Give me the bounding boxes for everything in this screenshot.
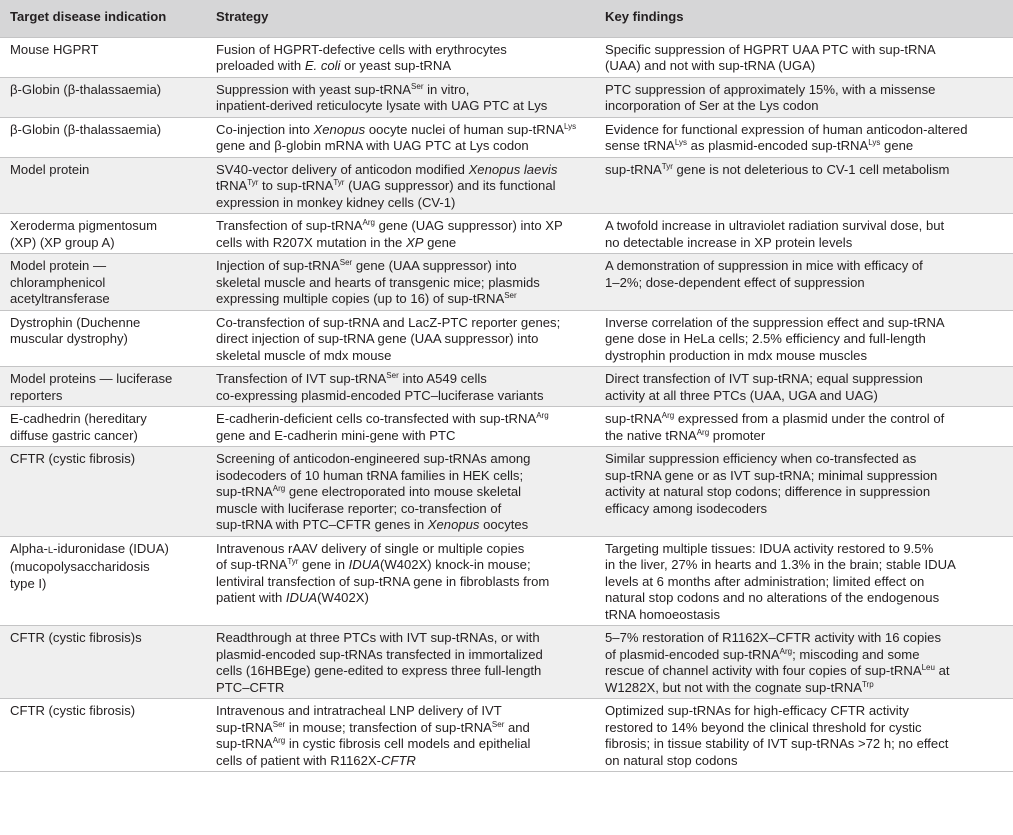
table-row bbox=[0, 367, 1013, 407]
header-row bbox=[0, 0, 1013, 37]
cell-findings: Inverse correlation of the suppression effect and sup-tRNA gene dose in HeLa cells; 2.5% efficiency and full-length dystrophin production in mdx mouse muscles bbox=[595, 310, 1013, 367]
cell-strategy: Intravenous rAAV delivery of single or multiple copies of sup-tRNA$^{Tyr}$ gene in IDUA(W402X) knock-in mouse; lentiviral transfection of sup-tRNA gene in fibroblasts from patient with IDUA(W402X) bbox=[206, 536, 595, 626]
cell-indication: Model protein bbox=[0, 157, 206, 214]
cell-indication: Model proteins — luciferase reporters bbox=[0, 367, 206, 407]
cell-findings: Evidence for functional expression of human anticodon-altered sense tRNA$^{Lys}$ as plasmid-encoded sup-tRNA$^{Lys}$ gene bbox=[595, 117, 1013, 157]
cell-findings: Similar suppression efficiency when co-transfected as sup-tRNA gene or as IVT sup-tRNA; minimal suppression activity at natural stop codons; difference in suppression efficacy among isodecoders bbox=[595, 447, 1013, 537]
cell-indication: Alpha-L-iduronidase (IDUA) (mucopolysaccharidosis type I) bbox=[0, 536, 206, 626]
cell-indication: E-cadhedrin (hereditary diffuse gastric cancer) bbox=[0, 407, 206, 447]
table-row bbox=[0, 37, 1013, 77]
cell-strategy: Transfection of sup-tRNA$^{Arg}$ gene (UAG suppressor) into XP cells with R207X mutation in the XP gene bbox=[206, 214, 595, 254]
table-row bbox=[0, 626, 1013, 699]
cell-indication: Xeroderma pigmentosum (XP) (XP group A) bbox=[0, 214, 206, 254]
cell-indication: CFTR (cystic fibrosis)s bbox=[0, 626, 206, 699]
cell-indication: β-Globin (β-thalassaemia) bbox=[0, 77, 206, 117]
cell-strategy: Suppression with yeast sup-tRNA$^{Ser}$ in vitro, inpatient-derived reticulocyte lysate with UAG PTC at Lys bbox=[206, 77, 595, 117]
cell-findings: PTC suppression of approximately 15%, with a missense incorporation of Ser at the Lys codon bbox=[595, 77, 1013, 117]
cell-indication: β-Globin (β-thalassaemia) bbox=[0, 117, 206, 157]
cell-strategy: Intravenous and intratracheal LNP delivery of IVT sup-tRNA$^{Ser}$ in mouse; transfection of sup-tRNA$^{Ser}$ and sup-tRNA$^{Arg}$ in cystic fibrosis cell models and epithelial cells of patient with R1162X-CFTR bbox=[206, 699, 595, 772]
cell-indication: CFTR (cystic fibrosis) bbox=[0, 699, 206, 772]
cell-findings: sup-tRNA$^{Arg}$ expressed from a plasmid under the control of the native tRNA$^{Arg}$ promoter bbox=[595, 407, 1013, 447]
cell-findings: sup-tRNA$^{Tyr}$ gene is not deleterious to CV-1 cell metabolism bbox=[595, 157, 1013, 214]
cell-strategy: Transfection of IVT sup-tRNA$^{Ser}$ into A549 cells co-expressing plasmid-encoded PTC–luciferase variants bbox=[206, 367, 595, 407]
table-row bbox=[0, 447, 1013, 537]
cell-findings: A demonstration of suppression in mice with efficacy of 1–2%; dose-dependent effect of suppression bbox=[595, 254, 1013, 311]
table-row bbox=[0, 254, 1013, 311]
cell-strategy: Readthrough at three PTCs with IVT sup-tRNAs, or with plasmid-encoded sup-tRNAs transfected in immortalized cells (16HBEge) gene-edited to express three full-length PTC–CFTR bbox=[206, 626, 595, 699]
cell-findings: Direct transfection of IVT sup-tRNA; equal suppression activity at all three PTCs (UAA, UGA and UAG) bbox=[595, 367, 1013, 407]
cell-strategy: Co-transfection of sup-tRNA and LacZ-PTC reporter genes; direct injection of sup-tRNA gene (UAA suppressor) into skeletal muscle of mdx mouse bbox=[206, 310, 595, 367]
cell-indication: CFTR (cystic fibrosis) bbox=[0, 447, 206, 537]
cell-findings: Specific suppression of HGPRT UAA PTC with sup-tRNA (UAA) and not with sup-tRNA (UGA) bbox=[595, 37, 1013, 77]
table-row bbox=[0, 214, 1013, 254]
table-row bbox=[0, 536, 1013, 626]
table-row bbox=[0, 699, 1013, 772]
cell-indication: Model protein — chloramphenicol acetyltransferase bbox=[0, 254, 206, 311]
header-findings: Key findings bbox=[595, 0, 1013, 37]
cell-strategy: E-cadherin-deficient cells co-transfected with sup-tRNA$^{Arg}$ gene and E-cadherin mini-gene with PTC bbox=[206, 407, 595, 447]
cell-indication: Dystrophin (Duchenne muscular dystrophy) bbox=[0, 310, 206, 367]
table-row bbox=[0, 407, 1013, 447]
table-body bbox=[0, 37, 1013, 772]
cell-strategy: Injection of sup-tRNA$^{Ser}$ gene (UAA suppressor) into skeletal muscle and hearts of transgenic mice; plasmids expressing multiple copies (up to 16) of sup-tRNA$^{Ser}$ bbox=[206, 254, 595, 311]
cell-strategy: Fusion of HGPRT-defective cells with erythrocytes preloaded with E. coli or yeast sup-tRNA bbox=[206, 37, 595, 77]
cell-indication: Mouse HGPRT bbox=[0, 37, 206, 77]
table-row bbox=[0, 310, 1013, 367]
cell-findings: Targeting multiple tissues: IDUA activity restored to 9.5% in the liver, 27% in hearts and 1.3% in the brain; stable IDUA levels at 6 months after administration; limited effect on natural stop codons and no alterations of the endogenous tRNA homoeostasis bbox=[595, 536, 1013, 626]
header-strategy: Strategy bbox=[206, 0, 595, 37]
cell-strategy: SV40-vector delivery of anticodon modified Xenopus laevis tRNA$^{Tyr}$ to sup-tRNA$^{Tyr}$ (UAG suppressor) and its functional expression in monkey kidney cells (CV-1) bbox=[206, 157, 595, 214]
table-row bbox=[0, 117, 1013, 157]
cell-strategy: Co-injection into Xenopus oocyte nuclei of human sup-tRNA$^{Lys}$ gene and β-globin mRNA with UAG PTC at Lys codon bbox=[206, 117, 595, 157]
cell-findings: 5–7% restoration of R1162X–CFTR activity with 16 copies of plasmid-encoded sup-tRNA$^{Arg}$; miscoding and some rescue of channel activity with four copies of sup-tRNA$^{Leu}$ at W1282X, but not with the cognate sup-tRNA$^{Trp}$ bbox=[595, 626, 1013, 699]
table-row bbox=[0, 77, 1013, 117]
cell-strategy: Screening of anticodon-engineered sup-tRNAs among isodecoders of 10 human tRNA families in HEK cells; sup-tRNA$^{Arg}$ gene electroporated into mouse skeletal muscle with luciferase reporter; co-transfection of sup-tRNA with PTC–CFTR genes in Xenopus oocytes bbox=[206, 447, 595, 537]
table-row bbox=[0, 157, 1013, 214]
cell-findings: Optimized sup-tRNAs for high-efficacy CFTR activity restored to 14% beyond the clinical threshold for cystic fibrosis; in tissue stability of IVT sup-tRNAs >72 h; no effect on natural stop codons bbox=[595, 699, 1013, 772]
header-indication: Target disease indication bbox=[0, 0, 206, 37]
cell-findings: A twofold increase in ultraviolet radiation survival dose, but no detectable increase in XP protein levels bbox=[595, 214, 1013, 254]
